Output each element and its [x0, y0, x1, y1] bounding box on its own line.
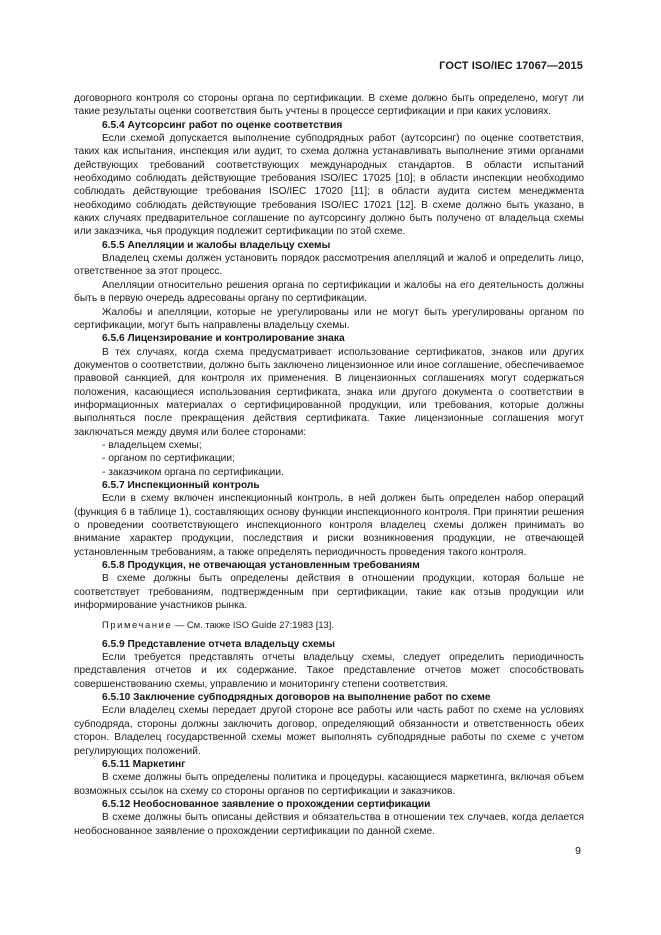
paragraph: В схеме должны быть определены действия в отношении продукции, которая больше не соответствует требованиям, подтвержденным при сертификации, такие как отзыв продукции или информирование участников рынка. [74, 573, 584, 612]
page-number: 9 [575, 845, 581, 857]
paragraph: Если требуется представлять отчеты владельцу схемы, следует определить периодичность представления отчетов и их содержание. Такое представление отчетов может способствовать совершенствованию схемы, управлению и мониторингу степени соответствия. [74, 652, 584, 690]
section-heading-6-5-8: 6.5.8 Продукция, не отвечающая установленным требованиям [102, 560, 420, 572]
section-heading-6-5-11: 6.5.11 Маркетинг [102, 758, 186, 770]
paragraph: Если схемой допускается выполнение субподрядных работ (аутсорсинг) по оценке соответствия, таких как испытания, инспекция или аудит, то схема должна устанавливать выполнение этими органами действующих требований соответствующих международных стандартов. В области испытаний необходимо соблюдать действующие требования ISO/IEC 17025 [10]; в области инспекции необходимо соблюдать действующие требования ISO/IEC 17020 [11]; в области аудита систем менеджмента необходимо соблюдать действующие требования ISO/IEC 17021 [12]. В схеме должно быть указано, в каких случаях предварительное соглашение по аутсорсингу должно быть получено от владельца схемы или заказчика, чья продукция подлежит сертификации по этой схеме. [74, 133, 584, 238]
section-heading-6-5-6: 6.5.6 Лицензирование и контролирование знака [102, 333, 345, 345]
list-item: - органом по сертификации; [102, 453, 235, 465]
paragraph: В схеме должны быть описаны действия и обязательства в отношении тех случаев, когда делается необоснованное заявление о прохождении сертификации по данной схеме. [74, 812, 584, 837]
paragraph: Если владелец схемы передает другой стороне все работы или часть работ по схеме на условиях субподряда, стороны должны заключить договор, определяющий обязанности и ответственность обеих сторон. Владелец государственной схемы может выполнять субподрядные работы по схеме с учетом регулирующих положений. [74, 705, 584, 757]
list-item: - заказчиком органа по сертификации. [102, 466, 284, 478]
section-heading-6-5-5: 6.5.5 Апелляции и жалобы владельцу схемы [102, 239, 331, 251]
section-heading-6-5-9: 6.5.9 Представление отчета владельцу схемы [102, 638, 335, 650]
section-heading-6-5-10: 6.5.10 Заключение субподрядных договоров на выполнение работ по схеме [102, 692, 491, 704]
page-body [74, 92, 584, 838]
paragraph: В тех случаях, когда схема предусматривает использование сертификатов, знаков или других документов о соответствии, должно быть заключено лицензионное или иное соглашение, обеспечиваемое правовой санкцией, для контроля их применения. В лицензионных соглашениях могут содержаться положения, касающиеся использования сертификата, знака или другого документа о соответствии в информационных материалах о сертифицированной продукции, или требования, которые должны выполняться после прекращения действия сертификата. Такие лицензионные соглашения могут заключаться между двумя или более сторонами: [74, 346, 584, 438]
paragraph: Жалобы и апелляции, которые не урегулированы или не могут быть урегулированы органом по сертификации, могут быть направлены владельцу схемы. [74, 306, 584, 331]
note-label: Примечание [102, 619, 173, 631]
paragraph: В схеме должны быть определены политика и процедуры, касающиеся маркетинга, включая объем возможных ссылок на схему со стороны органов по сертификации и заказчиков. [74, 772, 584, 797]
note [74, 618, 584, 631]
paragraph: Апелляции относительно решения органа по сертификации и жалобы на его деятельность должны быть в первую очередь адресованы органу по сертификации. [74, 279, 584, 305]
section-heading-6-5-12: 6.5.12 Необоснованное заявление о прохождении сертификации [102, 798, 431, 810]
paragraph: Если в схему включен инспекционный контроль, в ней должен быть определен набор операций (функция 6 в таблице 1), составляющих основу функции инспекционного контроля. При принятии решения о проведении соответствующего инспекционного контроля владелец схемы должен принимать во внимание характер продукции, последствия и риски возникновения продукции, не отвечающей установленным требованиям, а также определять периодичность проведения такого контроля. [74, 493, 584, 558]
standard-header: ГОСТ ISO/IEC 17067—2015 [439, 60, 583, 72]
section-heading-6-5-4: 6.5.4 Аутсорсинг работ по оценке соответствия [102, 119, 343, 131]
paragraph: договорного контроля со стороны органа по сертификации. В схеме должно быть определено, могут ли такие результаты оценки соответствия быть учтены в процессе сертификации и при каких условиях. [74, 93, 584, 118]
list-item: - владельцем схемы; [102, 439, 202, 451]
section-heading-6-5-7: 6.5.7 Инспекционный контроль [102, 479, 260, 491]
note-text: — См. также ISO Guide 27:1983 [13]. [172, 619, 334, 631]
paragraph: Владелец схемы должен установить порядок рассмотрения апелляций и жалоб и определить лицо, ответственное за этот процесс. [74, 253, 584, 278]
